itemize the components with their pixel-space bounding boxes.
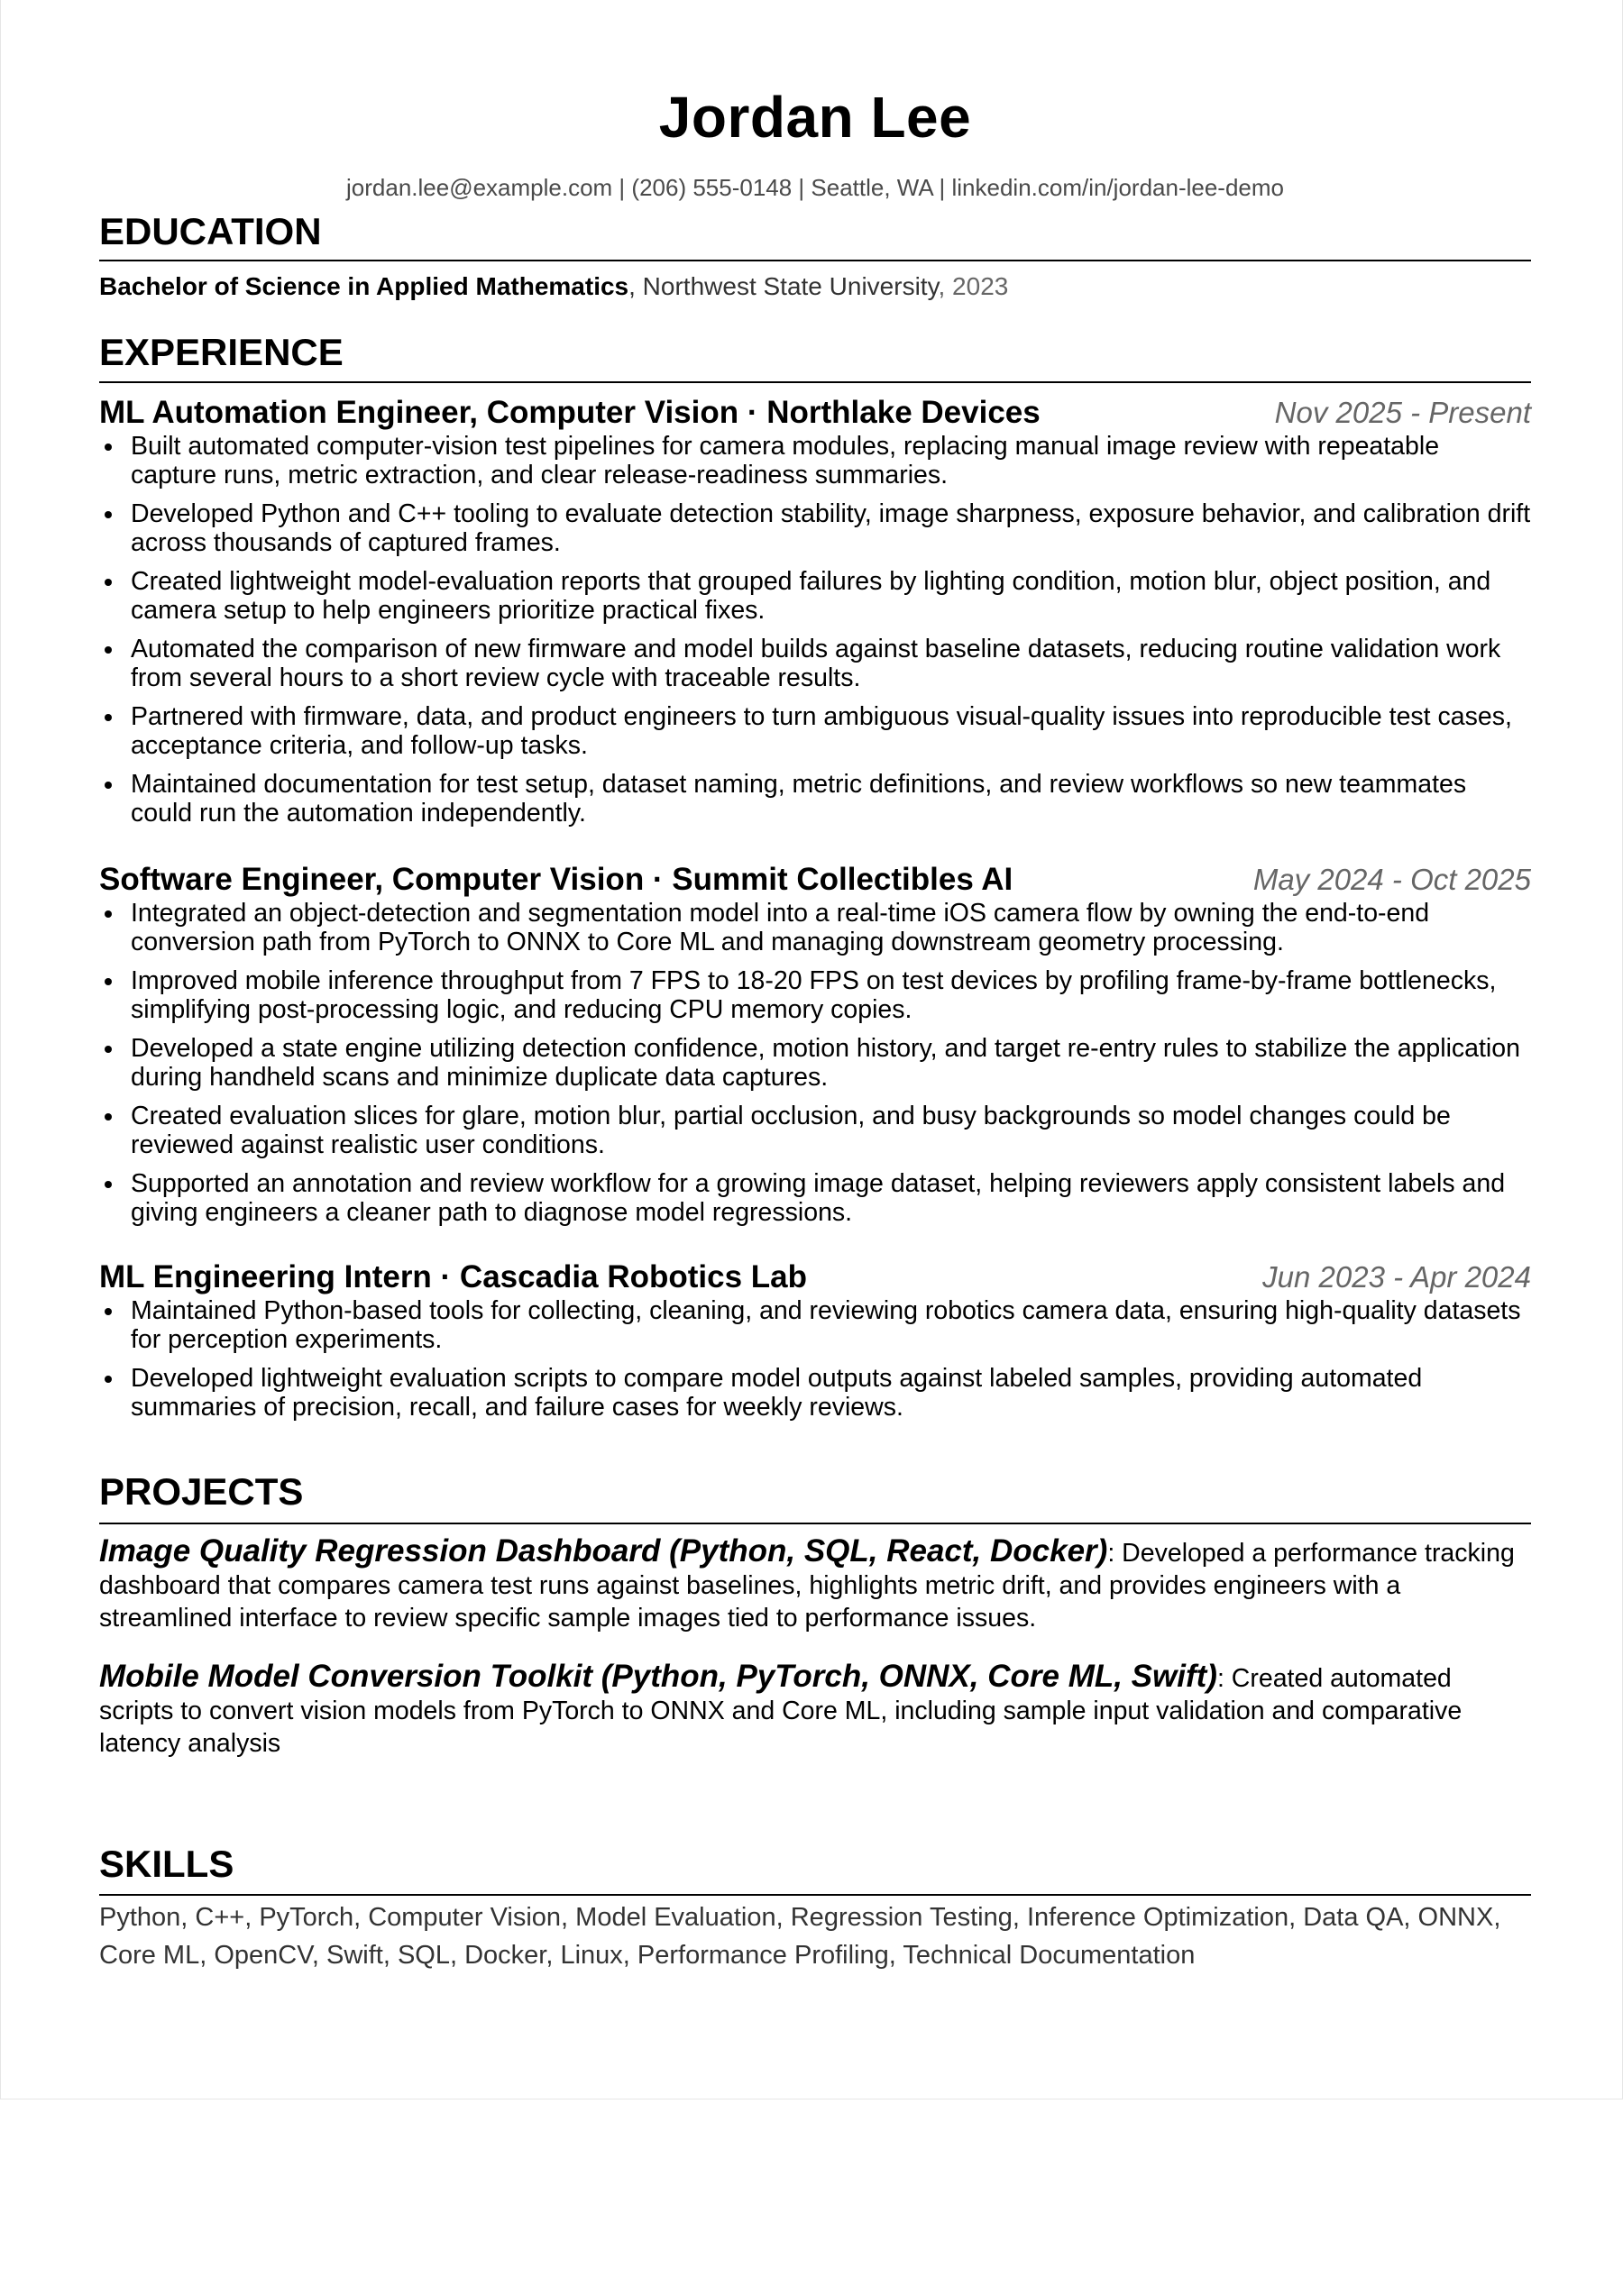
education-rule — [99, 260, 1531, 261]
project-entry — [99, 1535, 1531, 1634]
job-bullet: Maintained documentation for test setup, dataset naming, metric definitions, and review workflows so new teammates could run the automation independently. — [99, 770, 1531, 828]
job-bullet: Maintained Python-based tools for collecting, cleaning, and reviewing robotics camera data, ensuring high-quality datasets for perception experiments. — [99, 1296, 1531, 1354]
projects-heading: PROJECTS — [99, 1470, 304, 1513]
job-bullet: Built automated computer-vision test pipelines for camera modules, replacing manual image review with repeatable capture runs, metric extraction, and clear release-readiness summaries. — [99, 432, 1531, 489]
graduation-year: , 2023 — [938, 272, 1009, 300]
project-title: Mobile Model Conversion Toolkit (Python, PyTorch, ONNX, Core ML, Swift) — [99, 1659, 1217, 1694]
job-bullet: Developed a state engine utilizing detection confidence, motion history, and target re-entry rules to stabilize the application during handheld scans and minimize duplicate data captures. — [99, 1034, 1531, 1092]
education-entry — [99, 271, 1008, 302]
job-dates: Nov 2025 - Present — [1274, 396, 1531, 429]
project-description: : Created automated scripts to convert vision models from PyTorch to ONNX and Core ML, including sample input validation and comparative latency analysis — [99, 1664, 1463, 1758]
project-description: : Developed a performance tracking dashboard that compares camera test runs against baselines, highlights metric drift, and provides engineers with a streamlined interface to review specific sample images tied to performance issues. — [99, 1539, 1515, 1633]
job-dates: Jun 2023 - Apr 2024 — [1262, 1260, 1531, 1294]
job-title: ML Engineering Intern · Cascadia Robotics Lab — [99, 1259, 808, 1294]
job-bullet: Developed lightweight evaluation scripts to compare model outputs against labeled samples, providing automated summaries of precision, recall, and failure cases for weekly reviews. — [99, 1364, 1531, 1422]
job-bullet: Improved mobile inference throughput from 7 FPS to 18-20 FPS on test devices by profiling frame-by-frame bottlenecks, simplifying post-processing logic, and reducing CPU memory copies. — [99, 966, 1531, 1024]
skills-list: Python, C++, PyTorch, Computer Vision, Model Evaluation, Regression Testing, Inference Optimization, Data QA, ONNX, Core ML, OpenCV, Swift, SQL, Docker, Linux, Performance Profiling, Technical Documentation — [99, 1903, 1501, 1970]
school: , Northwest State University — [628, 272, 939, 300]
contact-line: jordan.lee@example.com | (206) 555-0148 | Seattle, WA | linkedin.com/in/jordan-lee-demo — [346, 174, 1284, 201]
job-bullet: Created lightweight model-evaluation reports that grouped failures by lighting condition, motion blur, object position, and camera setup to help engineers prioritize practical fixes. — [99, 567, 1531, 625]
job-bullets — [99, 1296, 1531, 1422]
job-bullet: Supported an annotation and review workflow for a growing image dataset, helping reviewers apply consistent labels and giving engineers a cleaner path to diagnose model regressions. — [99, 1169, 1531, 1227]
skills-heading: SKILLS — [99, 1843, 234, 1885]
job-bullet: Integrated an object-detection and segmentation model into a real-time iOS camera flow by owning the end-to-end conversion path from PyTorch to ONNX to Core ML and managing downstream geometry processing. — [99, 899, 1531, 956]
candidate-name: Jordan Lee — [658, 85, 972, 150]
job-entry — [99, 861, 1531, 1237]
project-entry — [99, 1660, 1531, 1760]
experience-heading: EXPERIENCE — [99, 331, 344, 373]
skills-rule — [99, 1894, 1531, 1896]
job-bullet: Created evaluation slices for glare, motion blur, partial occlusion, and busy backgrounds so model changes could be reviewed against realistic user conditions. — [99, 1102, 1531, 1159]
education-heading: EDUCATION — [99, 210, 322, 252]
job-title: Software Engineer, Computer Vision · Summit Collectibles AI — [99, 862, 1013, 897]
degree: Bachelor of Science in Applied Mathematics — [99, 272, 629, 300]
project-title: Image Quality Regression Dashboard (Python, SQL, React, Docker) — [99, 1533, 1108, 1569]
job-entry — [99, 1258, 1531, 1432]
job-bullets — [99, 432, 1531, 828]
job-bullet: Partnered with firmware, data, and product engineers to turn ambiguous visual-quality issues into reproducible test cases, acceptance criteria, and follow-up tasks. — [99, 702, 1531, 760]
experience-rule — [99, 381, 1531, 383]
job-header — [99, 1258, 1531, 1296]
job-dates: May 2024 - Oct 2025 — [1252, 863, 1531, 896]
job-entry — [99, 394, 1531, 837]
job-title: ML Automation Engineer, Computer Vision · Northlake Devices — [99, 395, 1041, 430]
job-header — [99, 394, 1531, 432]
job-bullet: Automated the comparison of new firmware and model builds against baseline datasets, reducing routine validation work from several hours to a short review cycle with traceable results. — [99, 635, 1531, 692]
job-bullet: Developed Python and C++ tooling to evaluate detection stability, image sharpness, exposure behavior, and calibration drift across thousands of captured frames. — [99, 499, 1531, 557]
job-header — [99, 861, 1531, 899]
job-bullets — [99, 899, 1531, 1227]
projects-rule — [99, 1523, 1531, 1524]
